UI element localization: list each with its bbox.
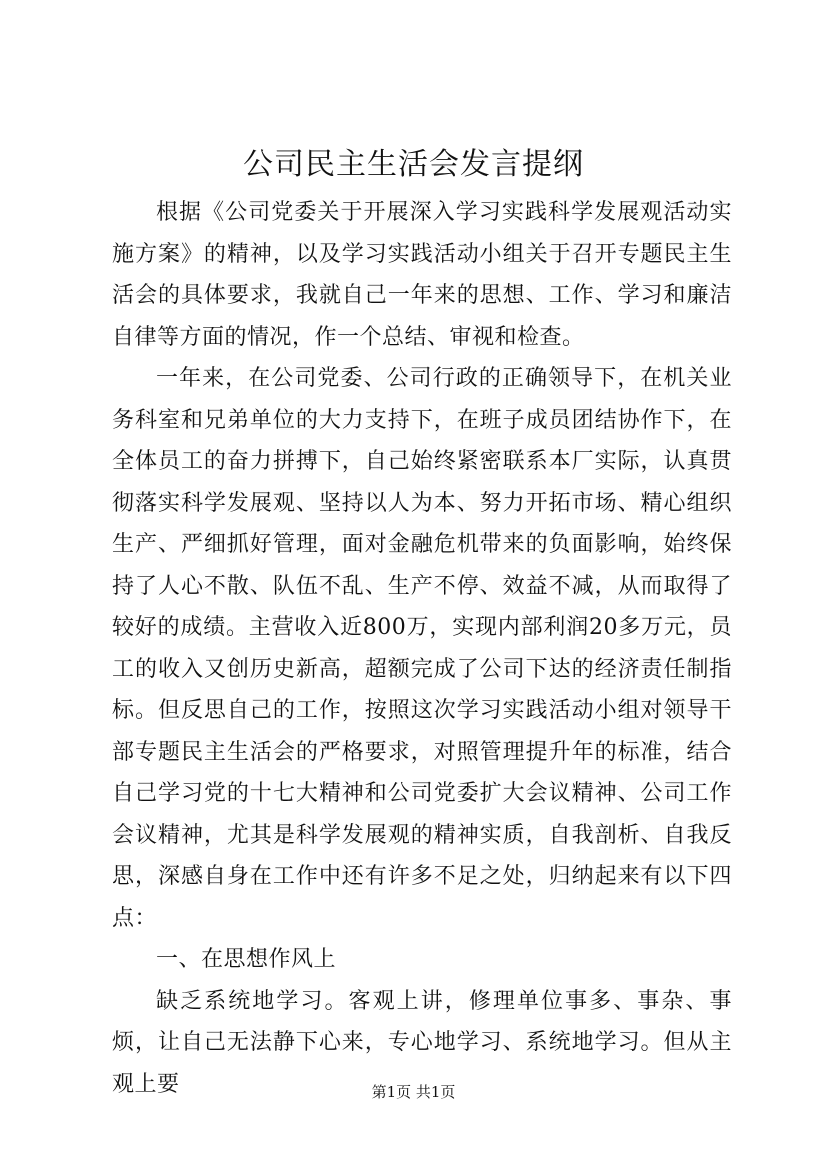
paragraph-review: 一年来，在公司党委、公司行政的正确领导下，在机关业务科室和兄弟单位的大力支持下，在班子成员团结协作下，在全体员工的奋力拼搏下，自己始终紧密联系本厂实际，认真贯彻落实科学发展观、坚持以人为本、努力开拓市场、精心组织生产、严细抓好管理，面对金融危机带来的负面影响，始终保持了人心不散、队伍不乱、生产不停、效益不减，从而取得了较好的成绩。主营收入近800万，实现内部利润20多万元，员工的收入又创历史新高，超额完成了公司下达的经济责任制指标。但反思自己的工作，按照这次学习实践活动小组对领导干部专题民主生活会的严格要求，对照管理提升年的标准，结合自己学习党的十七大精神和公司党委扩大会议精神、公司工作会议精神，尤其是科学发展观的精神实质，自我剖析、自我反思，深感自身在工作中还有许多不足之处，归纳起来有以下四点：: [112, 366, 732, 931]
document-title: 公司民主生活会发言提纲: [243, 147, 584, 182]
page-number-label: 第1页 共1页: [371, 1083, 456, 1101]
document-body: [112, 192, 732, 1105]
page-footer: [0, 1082, 827, 1102]
paragraph-intro: 根据《公司党委关于开展深入学习实践科学发展观活动实施方案》的精神，以及学习实践活动小组关于召开专题民主生活会的具体要求，我就自己一年来的思想、工作、学习和廉洁自律等方面的情况，作一个总结、审视和检查。: [112, 200, 732, 350]
section-heading-thought-style: 一、在思想作风上: [156, 947, 337, 972]
paragraph-study: 缺乏系统地学习。客观上讲，修理单位事多、事杂、事烦，让自己无法静下心来，专心地学习、系统地学习。但从主观上要: [112, 988, 732, 1097]
